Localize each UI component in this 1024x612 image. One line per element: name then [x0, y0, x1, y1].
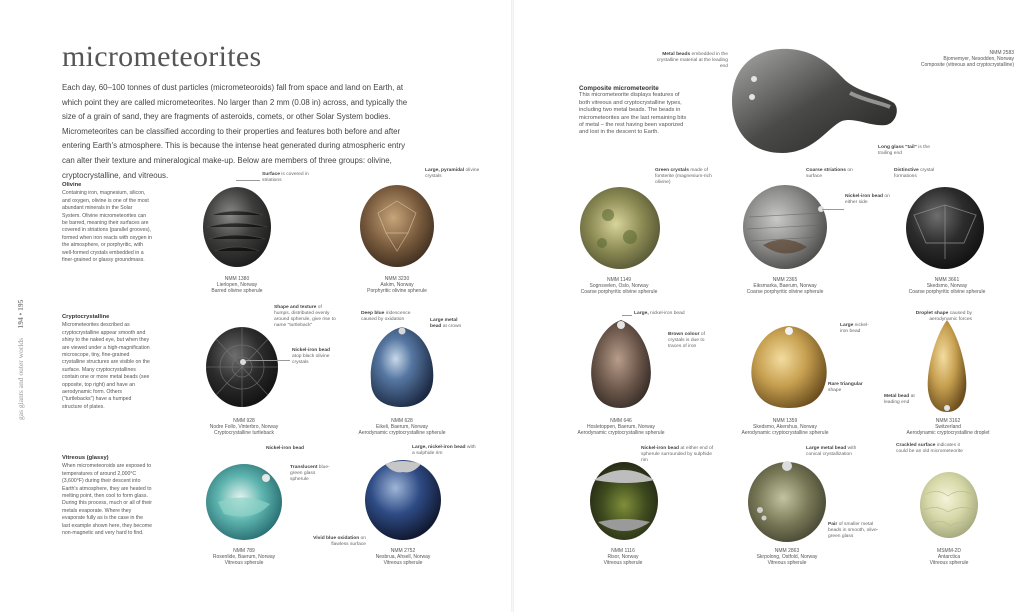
- caption-place: Risor, Norway: [607, 554, 639, 561]
- composite-body: This micrometeorite displays features of both vitreous and cryptocrystalline types, including two metal beads. The beads in micrometeorites are the last remaining bits of metal – the rest having been vaporized and lost in the descent to Earth.: [579, 92, 687, 136]
- caption-place: Skedsmo, Norway: [926, 283, 968, 290]
- note-bead-either-end: [641, 446, 715, 464]
- caption-type: Coarse porphyritic olivine spherule: [746, 289, 824, 296]
- specimen-msmm-2d: [918, 470, 980, 540]
- caption-nmm-1359: [715, 418, 855, 436]
- vitreous-description: [62, 455, 152, 537]
- caption-nmm-928: [174, 418, 314, 436]
- note-text: of humps, distributed evenly around spherule, give rise to name "turtleback": [274, 305, 336, 328]
- caption-id: NMM 2365: [772, 277, 798, 283]
- note-bold: Vivid blue oxidation: [313, 536, 360, 541]
- specimen-nmm-628: [367, 325, 437, 409]
- note-bold: Nickel-iron bead: [845, 194, 884, 199]
- note-distinctive-crystals: [894, 168, 950, 180]
- caption-id: MSMM-2D: [937, 548, 961, 554]
- caption-type: Coarse porphyritic olivine spherule: [580, 289, 658, 296]
- note-text: on surface: [806, 168, 853, 179]
- note-text: atop black olivine crystals: [292, 354, 330, 365]
- caption-id: NMM 1359: [772, 418, 798, 424]
- caption-type: Vitreous spherule: [767, 560, 807, 567]
- caption-id: NMM 2863: [774, 548, 800, 554]
- caption-type: Composite (vitreous and cryptocrystalline): [920, 62, 1014, 69]
- specimen-nmm-1149: [578, 185, 662, 271]
- note-text: crystal formations: [894, 168, 935, 179]
- caption-type: Cryptocrystalline turtleback: [213, 430, 275, 437]
- note-text: shape: [828, 388, 842, 393]
- note-deep-blue: [361, 311, 423, 323]
- caption-type: Vitreous spherule: [929, 560, 969, 567]
- specimen-nmm-646: [586, 318, 656, 410]
- note-glass-tail: [878, 145, 938, 157]
- note-sulphide-rim: [412, 445, 476, 457]
- page-gutter: [511, 0, 514, 612]
- caption-place: Lierlopen, Norway: [216, 282, 258, 289]
- specimen-nmm-1116: [588, 460, 660, 542]
- caption-place: Hosletoppen, Baerum, Norway: [586, 424, 656, 431]
- caption-type: Vitreous spherule: [603, 560, 643, 567]
- caption-nmm-2365: [715, 277, 855, 295]
- cryptocrystalline-description: [62, 314, 152, 411]
- note-bold: Surface: [262, 172, 280, 177]
- note-text: is the trailing end: [878, 145, 930, 156]
- caption-type: Porphyritic olivine spherule: [367, 288, 427, 295]
- caption-nmm-3230: [327, 276, 467, 294]
- note-text: nickel-iron bead: [648, 311, 685, 316]
- caption-nmm-2583: [904, 50, 1014, 68]
- note-bold: Large, nickel-iron bead: [412, 445, 466, 450]
- note-bead-olivine: [292, 348, 336, 366]
- note-pyramidal: [425, 168, 485, 180]
- note-conical-bead: [806, 446, 860, 458]
- note-bold: Shape and texture: [274, 305, 317, 310]
- cryptocrystalline-heading: Cryptocrystalline: [62, 314, 110, 320]
- caption-id: NMM 1116: [611, 548, 635, 554]
- page-title: micrometeorites: [62, 40, 262, 73]
- caption-nmm-2752: [333, 548, 473, 566]
- note-striations: [262, 172, 322, 184]
- caption-type: Aerodynamic cryptocrystalline spherule: [741, 430, 829, 437]
- caption-id: NMM 1380: [224, 276, 250, 282]
- note-text: of smaller metal beads in smooth, olive-green glass: [828, 522, 879, 539]
- caption-type: Vitreous spherule: [383, 560, 423, 567]
- caption-place: Nesbrua, Ahsell, Norway: [375, 554, 431, 561]
- note-vivid-blue: [310, 536, 366, 548]
- caption-type: Barred olivine spherule: [211, 288, 263, 295]
- caption-place: Askim, Norway: [380, 282, 414, 289]
- note-nickel-iron-either-side: [845, 194, 895, 206]
- note-brown-colour: [668, 332, 718, 350]
- caption-nmm-628: [332, 418, 472, 436]
- note-metal-beads-leading: [656, 52, 728, 70]
- note-translucent: [290, 465, 332, 483]
- note-triangular: [828, 382, 872, 394]
- specimen-nmm-3162: [924, 318, 970, 414]
- note-bold: Nickel-iron bead: [266, 446, 305, 451]
- specimen-nmm-3661: [904, 185, 986, 271]
- caption-type: Aerodynamic cryptocrystalline spherule: [577, 430, 665, 437]
- note-bold: Large,: [634, 311, 649, 316]
- page-numbers: 194 • 195: [16, 299, 25, 329]
- note-bold: Brown colour: [668, 332, 700, 337]
- note-crackled: [896, 443, 966, 455]
- note-metal-bead-leading: [884, 394, 920, 406]
- note-droplet-shape: [906, 311, 972, 323]
- note-text: made of forsterite (magnesium-rich olivine): [655, 168, 712, 185]
- note-bold: Nickel-iron bead: [641, 446, 680, 451]
- note-bold: Long glass "tail": [878, 145, 917, 150]
- caption-type: Vitreous spherule: [224, 560, 264, 567]
- specimen-nmm-2583: [730, 45, 900, 157]
- caption-id: NMM 789: [233, 548, 255, 554]
- note-text: nickel-iron bead: [840, 323, 869, 334]
- note-text: at crown: [441, 324, 462, 329]
- leader-line: [246, 360, 290, 361]
- note-bold: Nickel-iron bead: [292, 348, 331, 353]
- note-text: at either end of spherule surrounded by sulphide rim: [641, 446, 714, 463]
- note-bold: Large metal bead: [430, 318, 458, 329]
- specimen-nmm-1380: [201, 185, 273, 269]
- note-text: with conical crystallization: [806, 446, 857, 457]
- caption-place: Eiksmarka, Baerum, Norway: [753, 283, 817, 290]
- caption-id: NMM 3162: [935, 418, 961, 424]
- note-text: of crystals is due to traces of iron: [668, 332, 705, 349]
- note-text: caused by aerodynamic forces: [929, 311, 972, 322]
- caption-place: Bjornemyer, Nesodden, Norway: [943, 56, 1014, 63]
- note-bold: Deep blue: [361, 311, 385, 316]
- note-bold: Translucent: [290, 465, 318, 470]
- note-text: olivine crystals: [425, 168, 480, 179]
- leader-line: [622, 315, 632, 316]
- caption-place: Sognsvelen, Oslo, Norway: [589, 283, 649, 290]
- caption-id: NMM 2583: [989, 50, 1014, 56]
- note-metal-bead-crown: [430, 318, 470, 330]
- running-head: [16, 260, 30, 420]
- vitreous-heading: Vitreous (glassy): [62, 455, 109, 461]
- note-text: is covered in striations: [262, 172, 309, 183]
- intro-paragraph: Each day, 60–100 tonnes of dust particles (micrometeoroids) fall from space and land on Earth, at which point they are called micrometeorites. No larger than 2 mm (0.08 in) across, and typically the size of a grain of sand, they are fragments of asteroids, comets, or other Solar System bodies. Micrometeorites can be classified according to their properties and features both before and after entering Earth's atmosphere. This is because the intense heat generated during atmospheric entry can alter their texture and mineralogical make-up. Below are members of three groups: olivine, cryptocrystalline, and vitreous.: [62, 83, 408, 180]
- note-nickel-iron-646: [634, 311, 714, 317]
- composite-description: [579, 85, 691, 137]
- caption-id: NMM 928: [233, 418, 255, 424]
- note-text: on flawless surface: [331, 536, 366, 547]
- specimen-nmm-928: [204, 325, 280, 409]
- caption-nmm-1380: [167, 276, 307, 294]
- caption-nmm-789: [174, 548, 314, 566]
- note-text: iridescence caused by oxidation: [361, 311, 411, 322]
- note-bold: Droplet shape: [915, 311, 949, 316]
- caption-type: Aerodynamic cryptocrystalline droplet: [906, 430, 990, 437]
- note-bold: Large metal bead: [806, 446, 847, 451]
- specimen-nmm-2365: [741, 183, 829, 271]
- specimen-nmm-3230: [358, 183, 436, 269]
- caption-msmm-2d: [879, 548, 1019, 566]
- note-bold: Metal beads: [662, 52, 691, 57]
- caption-type: Aerodynamic cryptocrystalline spherule: [358, 430, 446, 437]
- caption-id: NMM 3230: [384, 276, 410, 282]
- note-text: with a sulphide rim: [412, 445, 476, 456]
- note-bold: Rare triangular: [828, 382, 863, 387]
- note-bold: Large: [840, 323, 854, 328]
- note-bold: Pair: [828, 522, 838, 527]
- note-turtleback-shape: [274, 305, 336, 329]
- cryptocrystalline-body: Micrometeorites described as cryptocrystalline appear smooth and shiny to the naked eye, but when they are viewed under a high-magnification microscope, tiny, fine-grained crystalline structures are visible on the surface. Many cryptocrystallines contain one or more metal beads (see opposite, top right) and have an aerodynamic form. Others ("turtlebacks") have a humped structure of plates.: [62, 322, 150, 410]
- note-bold: Coarse striations: [806, 168, 846, 173]
- specimen-nmm-2863: [746, 460, 828, 544]
- caption-nmm-2863: [717, 548, 857, 566]
- note-bold: Large, pyramidal: [425, 168, 465, 173]
- caption-place: Skedsmo, Akershus, Norway: [753, 424, 817, 431]
- caption-place: Rosenlide, Baerum, Norway: [212, 554, 276, 561]
- olivine-body: Containing iron, magnesium, silicon, and oxygen, olivine is one of the most abundant minerals in the Solar System. Olivine micrometeorites can be barred, meaning their surfaces are covered in striations (parallel grooves), formed when iron reacts with oxygen in the atmosphere, or porphyritic, with well-formed crystals embedded in a finer-grained or glassy groundmass.: [62, 190, 152, 264]
- note-text: on either side: [845, 194, 890, 205]
- caption-type: Coarse porphyritic olivine spherule: [908, 289, 986, 296]
- caption-place: Eikeli, Baerum, Norway: [376, 424, 428, 431]
- caption-nmm-1149: [549, 277, 689, 295]
- note-text: blue-green glass spherule: [290, 465, 330, 482]
- caption-nmm-1116: [553, 548, 693, 566]
- note-bold: Green crystals: [655, 168, 689, 173]
- caption-place: Antarctica: [937, 554, 961, 561]
- note-nickel-iron-789: [266, 446, 326, 452]
- caption-id: NMM 2752: [390, 548, 416, 554]
- specimen-nmm-789: [204, 462, 284, 542]
- leader-line: [236, 180, 260, 181]
- caption-place: Nodre Follo, Vinterbro, Norway: [209, 424, 279, 431]
- specimen-nmm-1359: [746, 322, 832, 410]
- olivine-description: [62, 182, 152, 264]
- caption-nmm-3162: [878, 418, 1018, 436]
- caption-id: NMM 3661: [934, 277, 960, 283]
- olivine-heading: Olivine: [62, 182, 82, 188]
- note-large-bead-1359: [840, 323, 876, 335]
- sidebar-section: gas giants and outer worlds: [16, 337, 25, 420]
- caption-id: NMM 1149: [606, 277, 632, 283]
- specimen-nmm-2752: [363, 458, 443, 542]
- note-text: at leading end: [884, 394, 915, 405]
- caption-id: NMM 646: [610, 418, 632, 424]
- leader-line: [822, 209, 844, 210]
- note-text: embedded in the crystalline material at the leading end: [656, 52, 728, 69]
- note-coarse-striations: [806, 168, 856, 180]
- composite-heading: Composite micrometeorite: [579, 85, 659, 92]
- caption-id: NMM 628: [391, 418, 413, 424]
- vitreous-body: When micrometeoroids are exposed to temperatures of around 2,000°C (3,600°F) during their descent into Earth's atmosphere, they are heated to melting point, then cool to form glass. During this process, much or all of their metals evaporate. Where they evaporate fully as is the case in the last example shown here, they become non-magnetic and very hard to find.: [62, 463, 152, 537]
- note-text: indicates it could be an old micrometeorite: [896, 443, 963, 454]
- note-bold: Crackled surface: [896, 443, 936, 448]
- caption-nmm-646: [551, 418, 691, 436]
- note-pair-beads: [828, 522, 882, 540]
- caption-nmm-3661: [877, 277, 1017, 295]
- note-green-crystals: [655, 168, 721, 186]
- caption-place: Skrpolong, Ostfold, Norway: [756, 554, 818, 561]
- note-bold: Metal bead: [884, 394, 910, 399]
- caption-place: Switzerland: [935, 424, 961, 431]
- note-bold: Distinctive: [894, 168, 919, 173]
